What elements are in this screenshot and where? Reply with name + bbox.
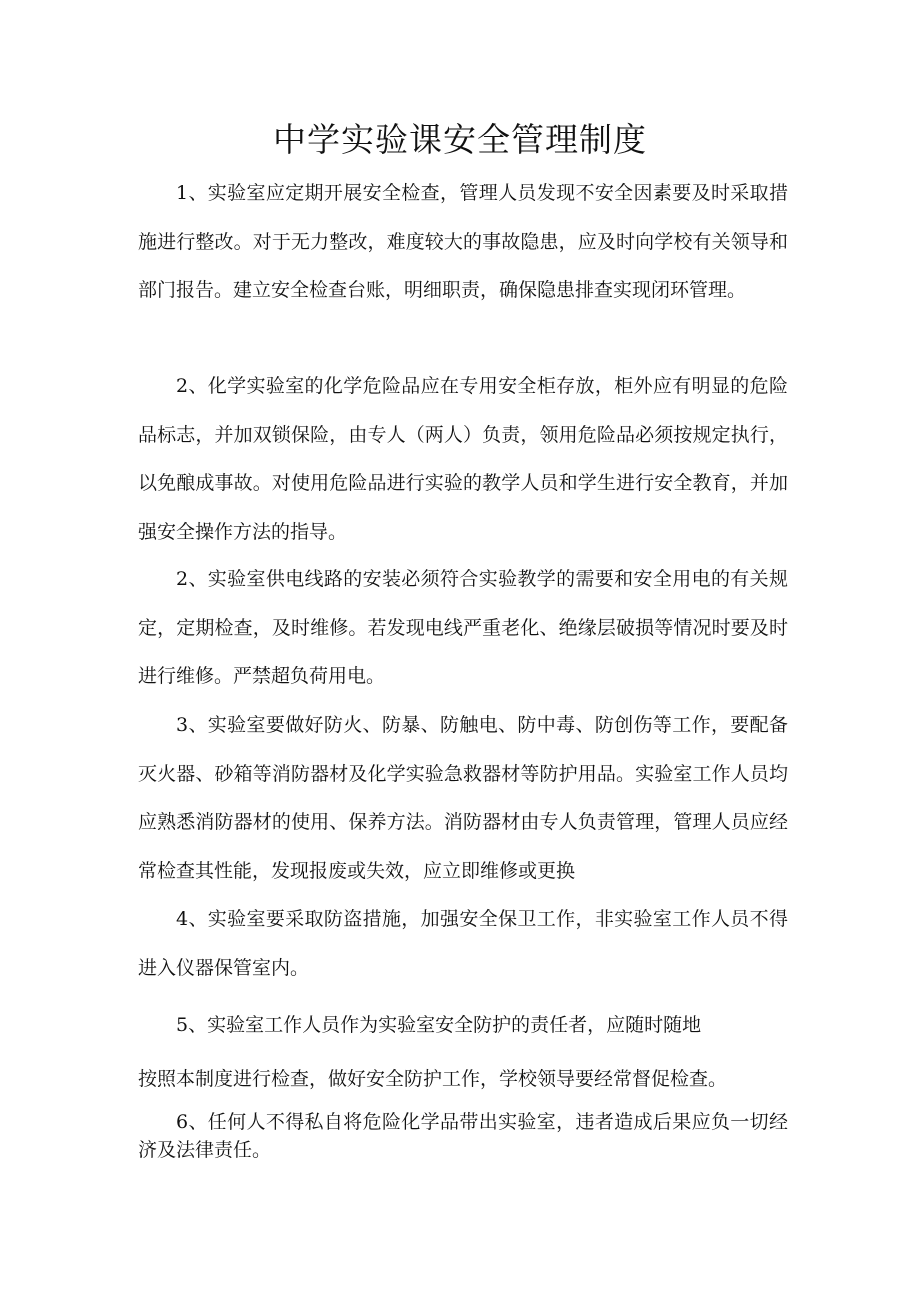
paragraph-4: 3、实验室要做好防火、防暴、防触电、防中毒、防创伤等工作，要配备灭火器、砂箱等消防器材及化学实验急救器材等防护用品。实验室工作人员均应熟悉消防器材的使用、保养方法。消防器材由专人负责管理，管理人员应经常检查其性能，发现报废或失效，应立即维修或更换 [138, 714, 788, 882]
paragraph-5: 4、实验室要采取防盗措施，加强安全保卫工作，非实验室工作人员不得进入仪器保管室内。 [138, 908, 788, 979]
paragraph-3: 2、实验室供电线路的安装必须符合实验教学的需要和安全用电的有关规定，定期检查，及时维修。若发现电线严重老化、绝缘层破损等情况时要及时进行维修。严禁超负荷用电。 [138, 568, 788, 688]
document-title: 中学实验课安全管理制度 [273, 120, 647, 159]
paragraph-1: 1、实验室应定期开展安全检查，管理人员发现不安全因素要及时采取措施进行整改。对于无力整改，难度较大的事故隐患，应及时向学校有关领导和部门报告。建立安全检查台账，明细职责，确保隐患排查实现闭环管理。 [138, 182, 788, 302]
paragraph-2: 2、化学实验室的化学危险品应在专用安全柜存放，柜外应有明显的危险品标志，并加双锁保险，由专人（两人）负责，领用危险品必须按规定执行，以免酿成事故。对使用危险品进行实验的教学人员和学生进行安全教育，并加强安全操作方法的指导。 [138, 375, 788, 543]
paragraph-6-line-2: 按照本制度进行检查，做好安全防护工作，学校领导要经常督促检查。 [138, 1068, 728, 1090]
paragraph-7: 6、任何人不得私自将危险化学品带出实验室，违者造成后果应负一切经济及法律责任。 [138, 1111, 788, 1161]
paragraph-6-line-1: 5、实验室工作人员作为实验室安全防护的责任者，应随时随地 [176, 1014, 702, 1036]
